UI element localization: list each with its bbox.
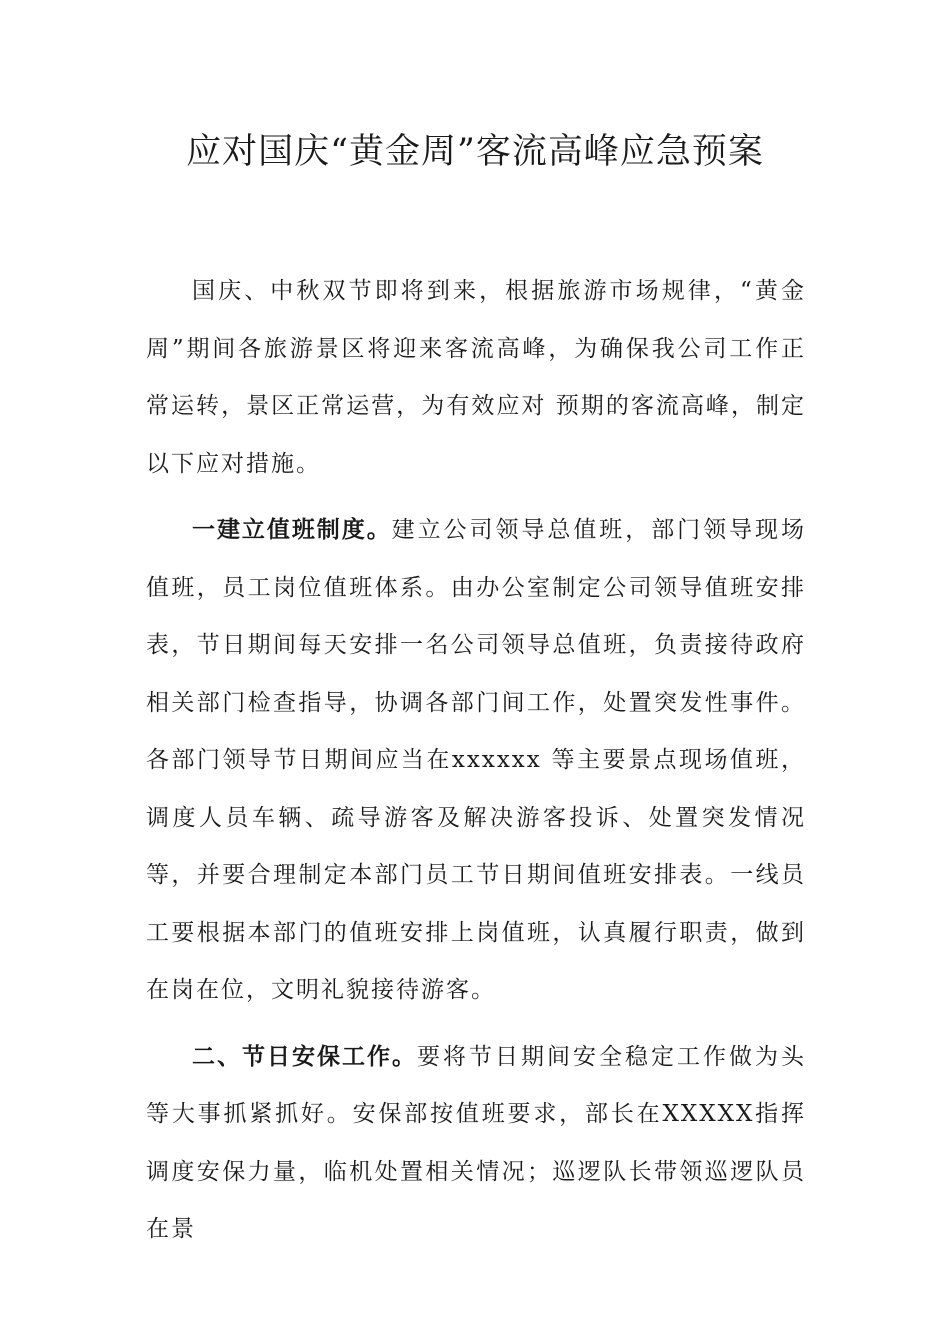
section-heading-duty: 一建立值班制度。 — [192, 517, 392, 543]
section-paragraph-duty — [146, 502, 806, 1020]
intro-paragraph: 国庆、中秋双节即将到来，根据旅游市场规律，“黄金周”期间各旅游景区将迎来客流高峰，为确保我公司工作正常运转，景区正常运营，为有效应对 预期的客流高峰，制定以下应对措施。 — [146, 278, 806, 477]
document-title: 应对国庆“黄金周”客流高峰应急预案 — [186, 132, 764, 172]
section-paragraph-security — [146, 1029, 806, 1259]
section-text-security: 要将节日期间安全稳定工作做为头等大事抓紧抓好。安保部按值班要求，部长在XXXXX指挥调度安保力量，临机处置相关情况；巡逻队长带领巡逻队员在景 — [146, 1043, 806, 1242]
section-heading-security: 二、节日安保工作。 — [192, 1043, 417, 1070]
section-text-duty: 建立公司领导总值班，部门领导现场值班，员工岗位值班体系。由办公室制定公司领导值班安排表，节日期间每天安排一名公司领导总值班，负责接待政府相关部门检查指导，协调各部门间工作，处置突发性事件。各部门领导节日期间应当在xxxxxx 等主要景点现场值班，调度人员车辆、疏导游客及解决游客投诉、处置突发情况等，并要合理制定本部门员工节日期间值班安排表。一线员工要根据本部门的值班安排上岗值班，认真履行职责，做到在岗在位，文明礼貌接待游客。 — [146, 517, 807, 1003]
document-body — [146, 263, 806, 1259]
